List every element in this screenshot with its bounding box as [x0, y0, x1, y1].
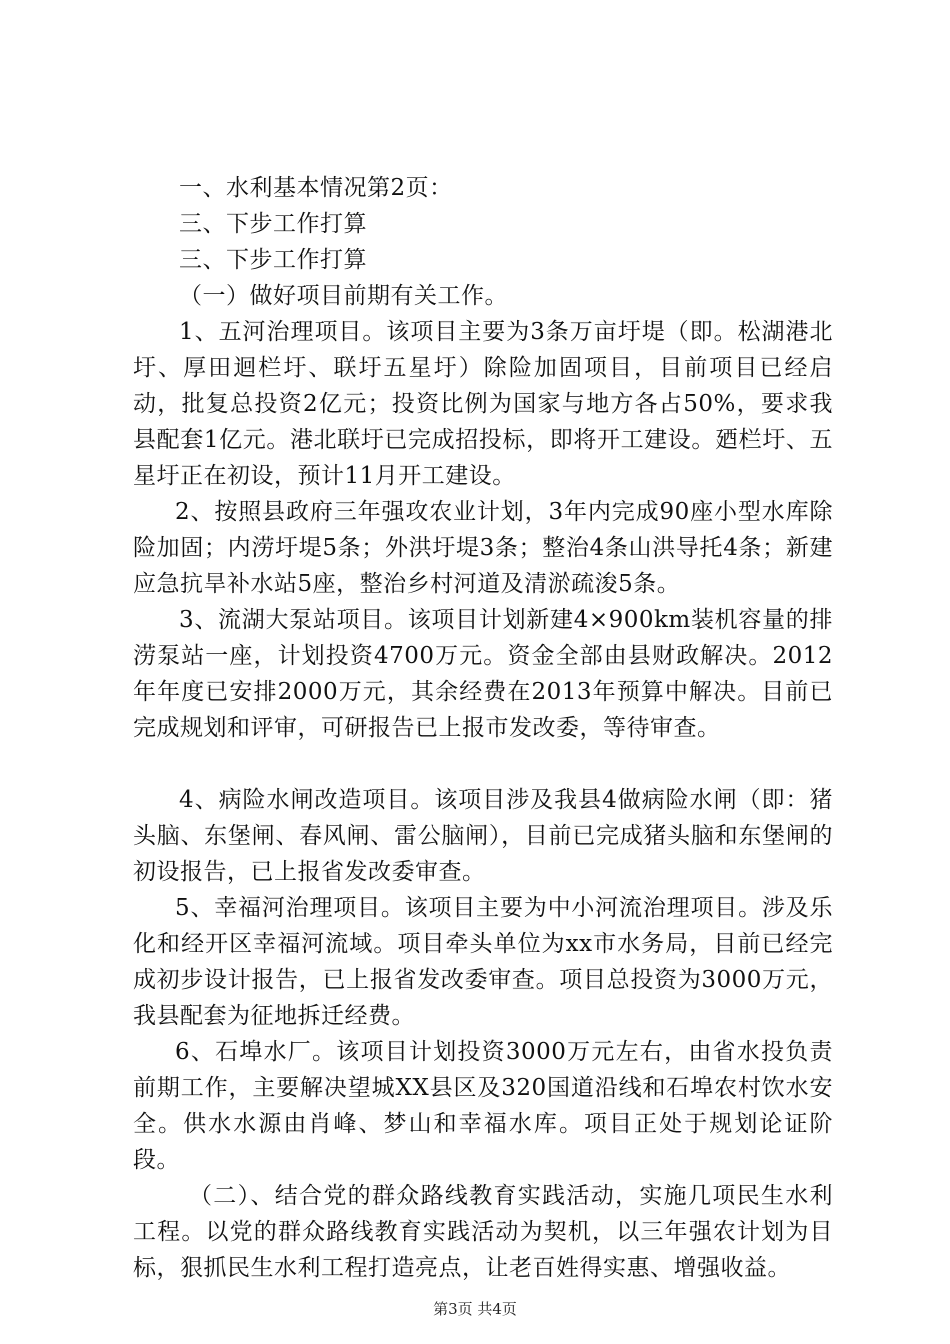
paragraph-spacer [133, 746, 833, 782]
subsection-paragraph-livelihood: （二）、结合党的群众路线教育实践活动，实施几项民生水利工程。以党的群众路线教育实践活动为契机，以三年强农计划为目标，狠抓民生水利工程打造亮点，让老百姓得实惠、增强收益。 [133, 1183, 833, 1281]
paragraph-item-5: 5、幸福河治理项目。该项目主要为中小河流治理项目。涉及乐化和经开区幸福河流域。项目牵头单位为xx市水务局，目前已经完成初步设计报告，已上报省发改委审查。项目总投资为3000万元，我县配套为征地拆迁经费。 [133, 895, 833, 1029]
document-body [133, 170, 833, 1286]
page-number-footer: 第3页 共4页 [433, 1300, 517, 1318]
paragraph-item-2: 2、按照县政府三年强攻农业计划，3年内完成90座小型水库除险加固；内涝圩堤5条；外洪圩堤3条；整治4条山洪导托4条；新建应急抗旱补水站5座，整治乡村河道及清淤疏浚5条。 [133, 499, 833, 597]
subsection-heading-preliminary-work: （一）做好项目前期有关工作。 [179, 283, 508, 309]
section-heading-next-steps-repeat: 三、下步工作打算 [179, 247, 367, 273]
paragraph-item-1: 1、五河治理项目。该项目主要为3条万亩圩堤（即。松湖港北圩、厚田迴栏圩、联圩五星圩）除险加固项目，目前项目已经启动，批复总投资2亿元；投资比例为国家与地方各占50%，要求我县配套1亿元。港北联圩已完成招投标，即将开工建设。廼栏圩、五星圩正在初设，预计11月开工建设。 [133, 319, 833, 489]
section-heading-water-basics: 一、水利基本情况第2页： [179, 175, 453, 201]
paragraph-item-4: 4、病险水闸改造项目。该项目涉及我县4做病险水闸（即：猪头脑、东堡闸、春风闸、雷公脑闸），目前已完成猪头脑和东堡闸的初设报告，已上报省发改委审查。 [133, 787, 833, 885]
section-heading-next-steps: 三、下步工作打算 [179, 211, 367, 237]
paragraph-item-6: 6、石埠水厂。该项目计划投资3000万元左右，由省水投负责前期工作，主要解决望城XX县区及320国道沿线和石埠农村饮水安全。供水水源由肖峰、梦山和幸福水库。项目正处于规划论证阶段。 [133, 1039, 833, 1173]
paragraph-item-3: 3、流湖大泵站项目。该项目计划新建4×900km装机容量的排涝泵站一座，计划投资4700万元。资金全部由县财政解决。2012年年度已安排2000万元，其余经费在2013年预算中解决。目前已完成规划和评审，可研报告已上报市发改委，等待审查。 [133, 607, 833, 741]
